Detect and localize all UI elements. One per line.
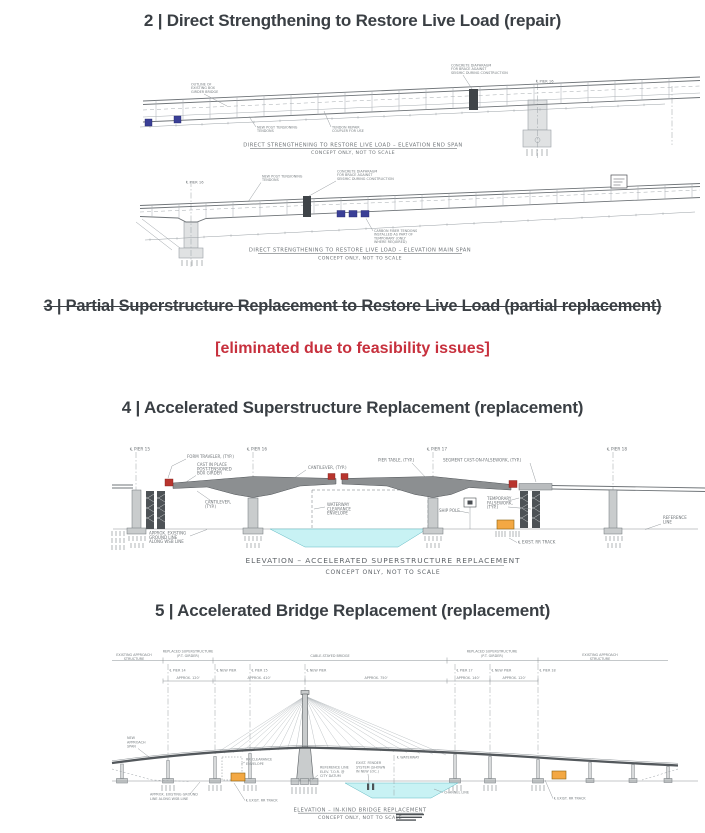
svg-text:SEISMIC DURING CONSTRUCTION: SEISMIC DURING CONSTRUCTION (337, 176, 394, 181)
svg-text:FOR BRACE AGAINST: FOR BRACE AGAINST (337, 173, 373, 178)
label-pier-16: ℄ PIER 16 (247, 446, 267, 452)
label-pier-17: ℄ PIER 17 (456, 668, 473, 673)
drawing-subcaption: CONCEPT ONLY, NOT TO SCALE (325, 569, 441, 576)
end-span-elevation-drawing (0, 58, 705, 163)
waterway (345, 783, 458, 798)
label-pier-15: ℄ PIER 15 (130, 446, 150, 452)
svg-text:CLEARANCE: CLEARANCE (327, 506, 351, 512)
label-outline: OUTLINE OF (191, 82, 212, 87)
svg-text:LINE: LINE (663, 519, 672, 525)
eliminated-note: [eliminated due to feasibility issues] (215, 340, 490, 357)
label-pier-table: PIER TABLE, (TYP.) (378, 457, 415, 463)
bridge-replacement-drawing (0, 645, 705, 830)
svg-text:IN NEW LOC.): IN NEW LOC.) (356, 769, 379, 774)
form-traveler-box (165, 479, 173, 486)
carbon-fiber-block (361, 211, 369, 218)
caption-bridge-replacement (293, 808, 426, 822)
label-pier-centerline: ℄ PIER 16 (186, 180, 204, 185)
drawing-caption: ELEVATION – ACCELERATED SUPERSTRUCTURE REPLACEMENT (245, 556, 521, 565)
label-temp-falsework: TEMPORARY (487, 496, 512, 501)
pier-main-span (136, 181, 203, 267)
station-line-main-span (145, 212, 695, 241)
svg-text:ELEV. T.O.R. @: ELEV. T.O.R. @ (320, 769, 345, 774)
svg-text:COUPLER FOR USE: COUPLER FOR USE (332, 129, 364, 134)
svg-text:TENDONS: TENDONS (262, 178, 279, 183)
label-cantilever-2: CANTILEVER, (TYP.) (308, 465, 347, 470)
svg-text:TENDONS: TENDONS (257, 129, 274, 134)
dim-410: APPROX. 410' (247, 676, 271, 680)
label-tendons: NEW POST TENSIONING (257, 125, 298, 130)
form-traveler-box (341, 474, 348, 480)
label-new-pier-3: ℄ NEW PIER (491, 668, 512, 673)
label-pier-15: ℄ PIER 15 (251, 668, 268, 673)
label-pier-17: ℄ PIER 17 (427, 446, 447, 452)
dim-120-left: APPROX. 120' (176, 676, 200, 680)
label-new-pier-2: ℄ NEW PIER (306, 668, 327, 673)
label-diaphragm: CONCRETE DIAPHRAGM (337, 169, 378, 174)
dimension-row (163, 676, 538, 684)
svg-text:POST-TENSIONED: POST-TENSIONED (197, 466, 232, 472)
svg-text:(TYP.): (TYP.) (205, 503, 217, 509)
label-replaced-right: REPLACED SUPERSTRUCTURE (466, 649, 518, 654)
svg-text:STRUCTURE: STRUCTURE (589, 657, 611, 661)
label-pier-centerline: ℄ PIER 16 (536, 79, 554, 84)
drawing-caption: DIRECT STRENGTHENING TO RESTORE LIVE LOAD – ELEVATION MAIN SPAN (248, 247, 472, 254)
labels-main-span (186, 170, 417, 245)
label-new-pier-1: ℄ NEW PIER (216, 668, 237, 673)
caption-superstructure (246, 556, 521, 576)
svg-text:APPROACH: APPROACH (127, 740, 146, 745)
svg-text:LINE ALONG WSB LINE: LINE ALONG WSB LINE (150, 796, 189, 801)
section-header (112, 650, 668, 664)
svg-text:(P.T. GIRDER): (P.T. GIRDER) (480, 653, 504, 658)
svg-text:CITY DATUM: CITY DATUM (320, 774, 341, 779)
strengthening-anchor-block (174, 116, 181, 123)
label-ground-line: APPROX. EXISTING (149, 530, 187, 536)
drawing-caption: DIRECT STRENGTHENING TO RESTORE LIVE LOAD – ELEVATION END SPAN (243, 142, 463, 149)
dim-750: APPROX. 750' (364, 676, 388, 680)
svg-text:ENVELOPE: ENVELOPE (246, 761, 264, 766)
svg-text:GROUND LINE: GROUND LINE (149, 534, 178, 540)
label-rr-track-left: ℄ EXIST. RR TRACK (246, 798, 278, 803)
label-replaced-left: REPLACED SUPERSTRUCTURE (162, 649, 214, 654)
label-ship-pole: SHIP POLE (439, 508, 460, 513)
dim-140: APPROX. 140' (456, 676, 480, 680)
dim-120-right: APPROX. 120' (502, 676, 526, 680)
label-new-approach: NEW (127, 736, 136, 740)
label-cip: CAST IN PLACE (197, 462, 227, 467)
pylon-tower (297, 691, 314, 782)
label-pier-18: ℄ PIER 18 (607, 446, 627, 452)
label-existing-approach-left: EXISTING APPROACH (116, 653, 152, 657)
drawing-subcaption: CONCEPT ONLY, NOT TO SCALE (318, 256, 402, 262)
svg-text:WHERE REQUIRED): WHERE REQUIRED) (374, 240, 407, 245)
box-girder-end-span (143, 77, 700, 122)
labels-end-span (191, 64, 554, 134)
label-cantilever-1: CANTILEVER, (205, 499, 232, 505)
detail-tag-box (611, 175, 627, 188)
station-line-end-span (140, 104, 665, 128)
svg-text:ENVELOPE: ENVELOPE (327, 510, 348, 516)
labels-bridge-replacement (127, 736, 586, 803)
caption-main-span (249, 248, 471, 262)
drawing-subcaption: CONCEPT ONLY, NOT TO SCALE (311, 151, 395, 156)
ship-pole (464, 498, 476, 529)
label-waterway-cl: ℄ WATERWAY (397, 755, 420, 760)
label-rr-track: ℄ EXIST. RR TRACK (518, 539, 556, 545)
svg-text:TEMPORARY (ONLY: TEMPORARY (ONLY (374, 236, 406, 241)
label-form-traveler: FORM TRAVELER, (TYP.) (187, 454, 234, 459)
label-reference-line: REFERENCE (663, 515, 687, 520)
equipment-box (497, 520, 514, 529)
label-segment: SEGMENT CAST-ON-FALSEWORK, (TYP.) (443, 457, 522, 463)
svg-text:SYSTEM (SHOWN: SYSTEM (SHOWN (356, 765, 386, 770)
fender-mark (367, 784, 369, 791)
heading-option-4: 4 | Accelerated Superstructure Replacement (replacement) (121, 398, 584, 417)
label-channel-line: CHANNEL LINE (444, 790, 469, 795)
piers-and-falsework (127, 490, 622, 534)
label-carbon-fiber: CARBON FIBER TENDONS (374, 229, 418, 233)
svg-text:FOR BRACE AGAINST: FOR BRACE AGAINST (451, 67, 487, 72)
svg-text:ALONG WSB LINE: ALONG WSB LINE (149, 539, 184, 545)
label-pier-18: ℄ PIER 18 (539, 668, 556, 673)
label-ground-line: APPROX. EXISTING GROUND (150, 792, 198, 797)
label-coupler: TENDON REPAIR (332, 125, 360, 130)
form-traveler-box (509, 481, 517, 488)
deck (112, 745, 678, 765)
label-fender: EXIST. FENDER (356, 761, 382, 765)
caption-end-span (243, 143, 462, 157)
label-rr-track-right: ℄ EXIST. RR TRACK (554, 796, 586, 801)
waterway (270, 529, 427, 547)
carbon-fiber-block (337, 211, 345, 218)
svg-text:GIRDER BRIDGE: GIRDER BRIDGE (191, 89, 219, 94)
label-diaphragm: CONCRETE DIAPHRAGM (451, 63, 492, 68)
form-traveler-box (328, 474, 335, 480)
fender-mark (372, 784, 374, 791)
svg-text:INSTALLED AS PART OF: INSTALLED AS PART OF (374, 232, 413, 237)
svg-text:(P.T. GIRDER): (P.T. GIRDER) (176, 653, 200, 658)
drawing-subcaption: CONCEPT ONLY, NOT TO SCALE (318, 816, 402, 821)
superstructure-replacement-drawing (0, 440, 705, 585)
label-reference-line: REFERENCE LINE (320, 765, 349, 770)
concrete-diaphragm-bar (469, 89, 478, 110)
svg-text:(TYP.): (TYP.) (487, 504, 499, 510)
label-existing-approach-right: EXISTING APPROACH (582, 653, 618, 657)
main-span-elevation-drawing (0, 168, 705, 268)
label-cable-stayed: CABLE-STAYED BRIDGE (310, 654, 350, 658)
label-rr-envelope: RR CLEARANCE (246, 757, 273, 762)
label-tendons: NEW POST TENSIONING (262, 174, 303, 179)
concrete-diaphragm-bar (303, 196, 311, 217)
svg-text:BOX GIRDER: BOX GIRDER (197, 470, 223, 476)
new-box-girder (173, 477, 552, 498)
heading-option-3-struck: 3 | Partial Superstructure Replacement to Restore Live Load (partial replacement) (43, 297, 662, 315)
carbon-fiber-block (349, 211, 357, 218)
svg-text:EXISTING BOX: EXISTING BOX (191, 86, 215, 91)
pier-name-row (170, 669, 556, 673)
svg-text:STRUCTURE: STRUCTURE (123, 657, 145, 661)
heading-option-2: 2 | Direct Strengthening to Restore Live Load (repair) (143, 11, 562, 30)
svg-text:FALSEWORK,: FALSEWORK, (487, 500, 513, 506)
svg-text:SPAN: SPAN (127, 744, 136, 749)
label-pier-14: ℄ PIER 14 (169, 668, 186, 673)
strengthening-anchor-block (145, 119, 152, 126)
svg-text:SEISMIC DURING CONSTRUCTION: SEISMIC DURING CONSTRUCTION (451, 70, 508, 75)
equipment-box (231, 773, 245, 781)
equipment-box (552, 771, 566, 779)
heading-option-5: 5 | Accelerated Bridge Replacement (replacement) (154, 601, 551, 620)
drawing-caption: ELEVATION – IN-KIND BRIDGE REPLACEMENT (293, 807, 427, 814)
label-waterway-envelope: WATERWAY (327, 502, 350, 507)
